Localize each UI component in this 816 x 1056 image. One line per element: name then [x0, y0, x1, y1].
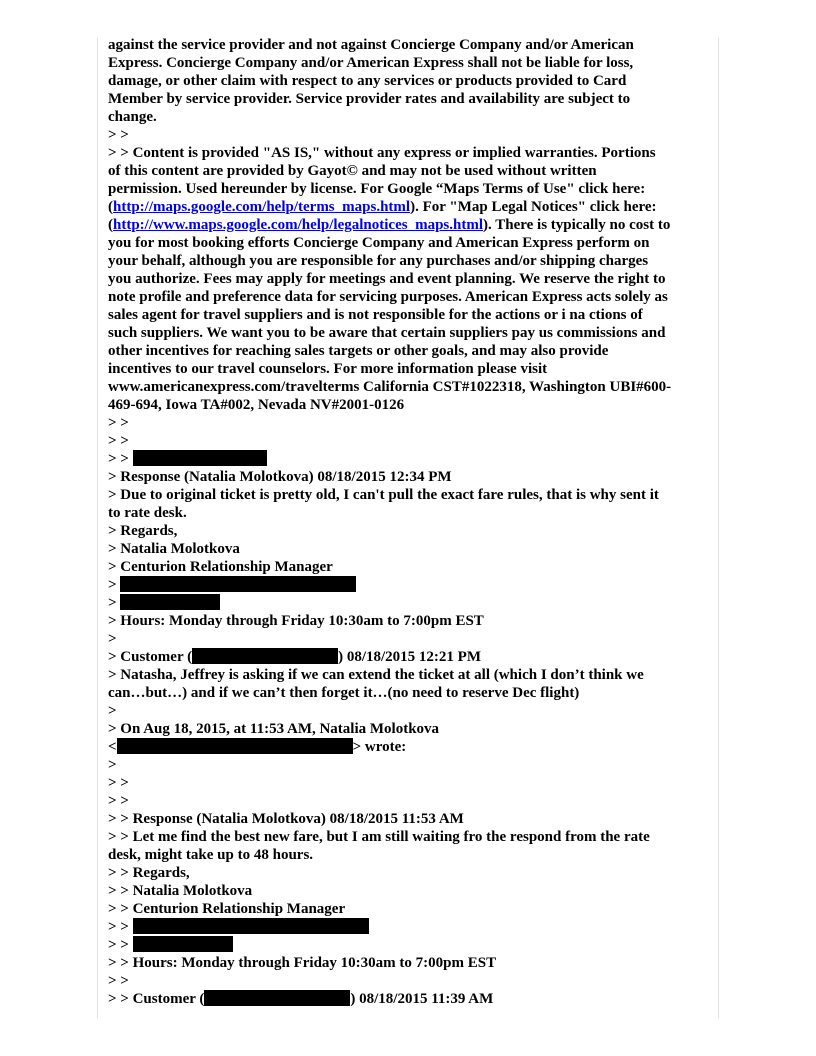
text-line: > Regards,	[108, 523, 178, 539]
text-fragment: > wrote:	[352, 739, 407, 755]
text-line: > > Let me find the best new fare, but I am still waiting fro the respond from the rate	[108, 829, 650, 845]
text-line: such suppliers. We want you to be aware that certain suppliers pay us commissions and	[108, 325, 666, 341]
signature-name: > > Natalia Molotkova	[108, 883, 253, 899]
text-line: 469-694, Iowa TA#002, Nevada NV#2001-0126	[108, 397, 405, 413]
text-line: to rate desk.	[108, 505, 187, 521]
paren: (	[108, 217, 113, 233]
text-fragment: ) 08/18/2015 11:39 AM	[350, 991, 494, 1007]
redacted-line	[108, 738, 712, 756]
redaction-block	[133, 936, 233, 952]
page-border-left	[97, 38, 98, 1018]
page-border-right	[718, 38, 719, 1018]
text-line: > Due to original ticket is pretty old, I can't pull the exact fare rules, that is why sent it	[108, 487, 659, 503]
text-line: you authorize. Fees may apply for meetings and event planning. We reserve the right to	[108, 271, 666, 287]
customer-header	[108, 648, 712, 666]
quote-marker: > >	[108, 919, 133, 935]
text-fragment: <	[108, 739, 117, 755]
text-line: desk, might take up to 48 hours.	[108, 847, 314, 863]
text-fragment: > Customer (	[108, 649, 193, 665]
quote-marker: >	[108, 703, 117, 719]
text-line: Express. Concierge Company and/or American Express shall not be liable for loss,	[108, 55, 634, 71]
quote-marker: > >	[108, 127, 129, 143]
redacted-line	[108, 450, 712, 468]
text-line: incentives to our travel counselors. For more information please visit	[108, 361, 548, 377]
text-line: sales agent for travel suppliers and is not responsible for the actions or i na ctions of	[108, 307, 643, 323]
redaction-block	[192, 648, 338, 664]
redaction-block	[133, 450, 267, 466]
quote-marker: > >	[108, 415, 129, 431]
redaction-block	[204, 990, 350, 1006]
redacted-line	[108, 576, 712, 594]
text-line: change.	[108, 109, 157, 125]
text-line: > > Content is provided "AS IS," without any express or implied warranties. Portions	[108, 145, 656, 161]
redacted-line	[108, 936, 712, 954]
text-line: > > Regards,	[108, 865, 190, 881]
customer-header	[108, 990, 712, 1008]
quote-marker: >	[108, 595, 121, 611]
text-line: > Natasha, Jeffrey is asking if we can extend the ticket at all (which I don’t think we	[108, 667, 644, 683]
redacted-line	[108, 918, 712, 936]
response-header: > Response (Natalia Molotkova) 08/18/2015 12:34 PM	[108, 469, 452, 485]
quote-marker: >	[108, 631, 117, 647]
hours-line: > > Hours: Monday through Friday 10:30am to 7:00pm EST	[108, 955, 497, 971]
redaction-block	[120, 576, 356, 592]
response-header: > > Response (Natalia Molotkova) 08/18/2015 11:53 AM	[108, 811, 464, 827]
legal-notices-link[interactable]: http://www.maps.google.com/help/legalnotices_maps.html	[113, 217, 483, 233]
text-line: you for most booking efforts Concierge Company and American Express perform on	[108, 235, 650, 251]
quote-marker: > >	[108, 793, 129, 809]
signature-title: > Centurion Relationship Manager	[108, 559, 333, 575]
text-line	[108, 198, 712, 216]
quote-marker: > >	[108, 973, 129, 989]
hours-line: > Hours: Monday through Friday 10:30am to 7:00pm EST	[108, 613, 484, 629]
quote-marker: > >	[108, 937, 133, 953]
text-line: against the service provider and not against Concierge Company and/or American	[108, 37, 634, 53]
redaction-block	[133, 918, 369, 934]
quote-marker: > >	[108, 775, 129, 791]
text-fragment: > > Customer (	[108, 991, 205, 1007]
text-line	[108, 216, 712, 234]
quote-marker: >	[108, 757, 117, 773]
text-line: note profile and preference data for servicing purposes. American Express acts solely as	[108, 289, 668, 305]
text-line: can…but…) and if we can’t then forget it…(no need to reserve Dec flight)	[108, 685, 580, 701]
redaction-block	[120, 594, 220, 610]
text-line: damage, or other claim with respect to any services or products provided to Card	[108, 73, 627, 89]
redacted-line	[108, 594, 712, 612]
text-line: of this content are provided by Gayot© and may not be used without written	[108, 163, 597, 179]
signature-name: > Natalia Molotkova	[108, 541, 240, 557]
quote-marker: > >	[108, 433, 129, 449]
text-line: other incentives for reaching sales targets or other goals, and may also provide	[108, 343, 609, 359]
text-line: permission. Used hereunder by license. For Google “Maps Terms of Use" click here:	[108, 181, 646, 197]
signature-title: > > Centurion Relationship Manager	[108, 901, 346, 917]
text-fragment: ) 08/18/2015 12:21 PM	[338, 649, 481, 665]
text-line: www.americanexpress.com/travelterms California CST#1022318, Washington UBI#600-	[108, 379, 672, 395]
redaction-block	[117, 738, 353, 754]
text-line: Member by service provider. Service provider rates and availability are subject to	[108, 91, 631, 107]
text-line: your behalf, although you are responsible for any purchases and/or shipping charges	[108, 253, 649, 269]
quote-marker: >	[108, 577, 121, 593]
paren: (	[108, 199, 113, 215]
text-fragment: ). For "Map Legal Notices" click here:	[410, 199, 657, 215]
maps-terms-link[interactable]: http://maps.google.com/help/terms_maps.html	[113, 199, 411, 215]
email-document	[108, 36, 712, 1008]
text-fragment: ). There is typically no cost to	[483, 217, 671, 233]
quote-marker: > >	[108, 451, 133, 467]
text-line: > On Aug 18, 2015, at 11:53 AM, Natalia Molotkova	[108, 721, 440, 737]
